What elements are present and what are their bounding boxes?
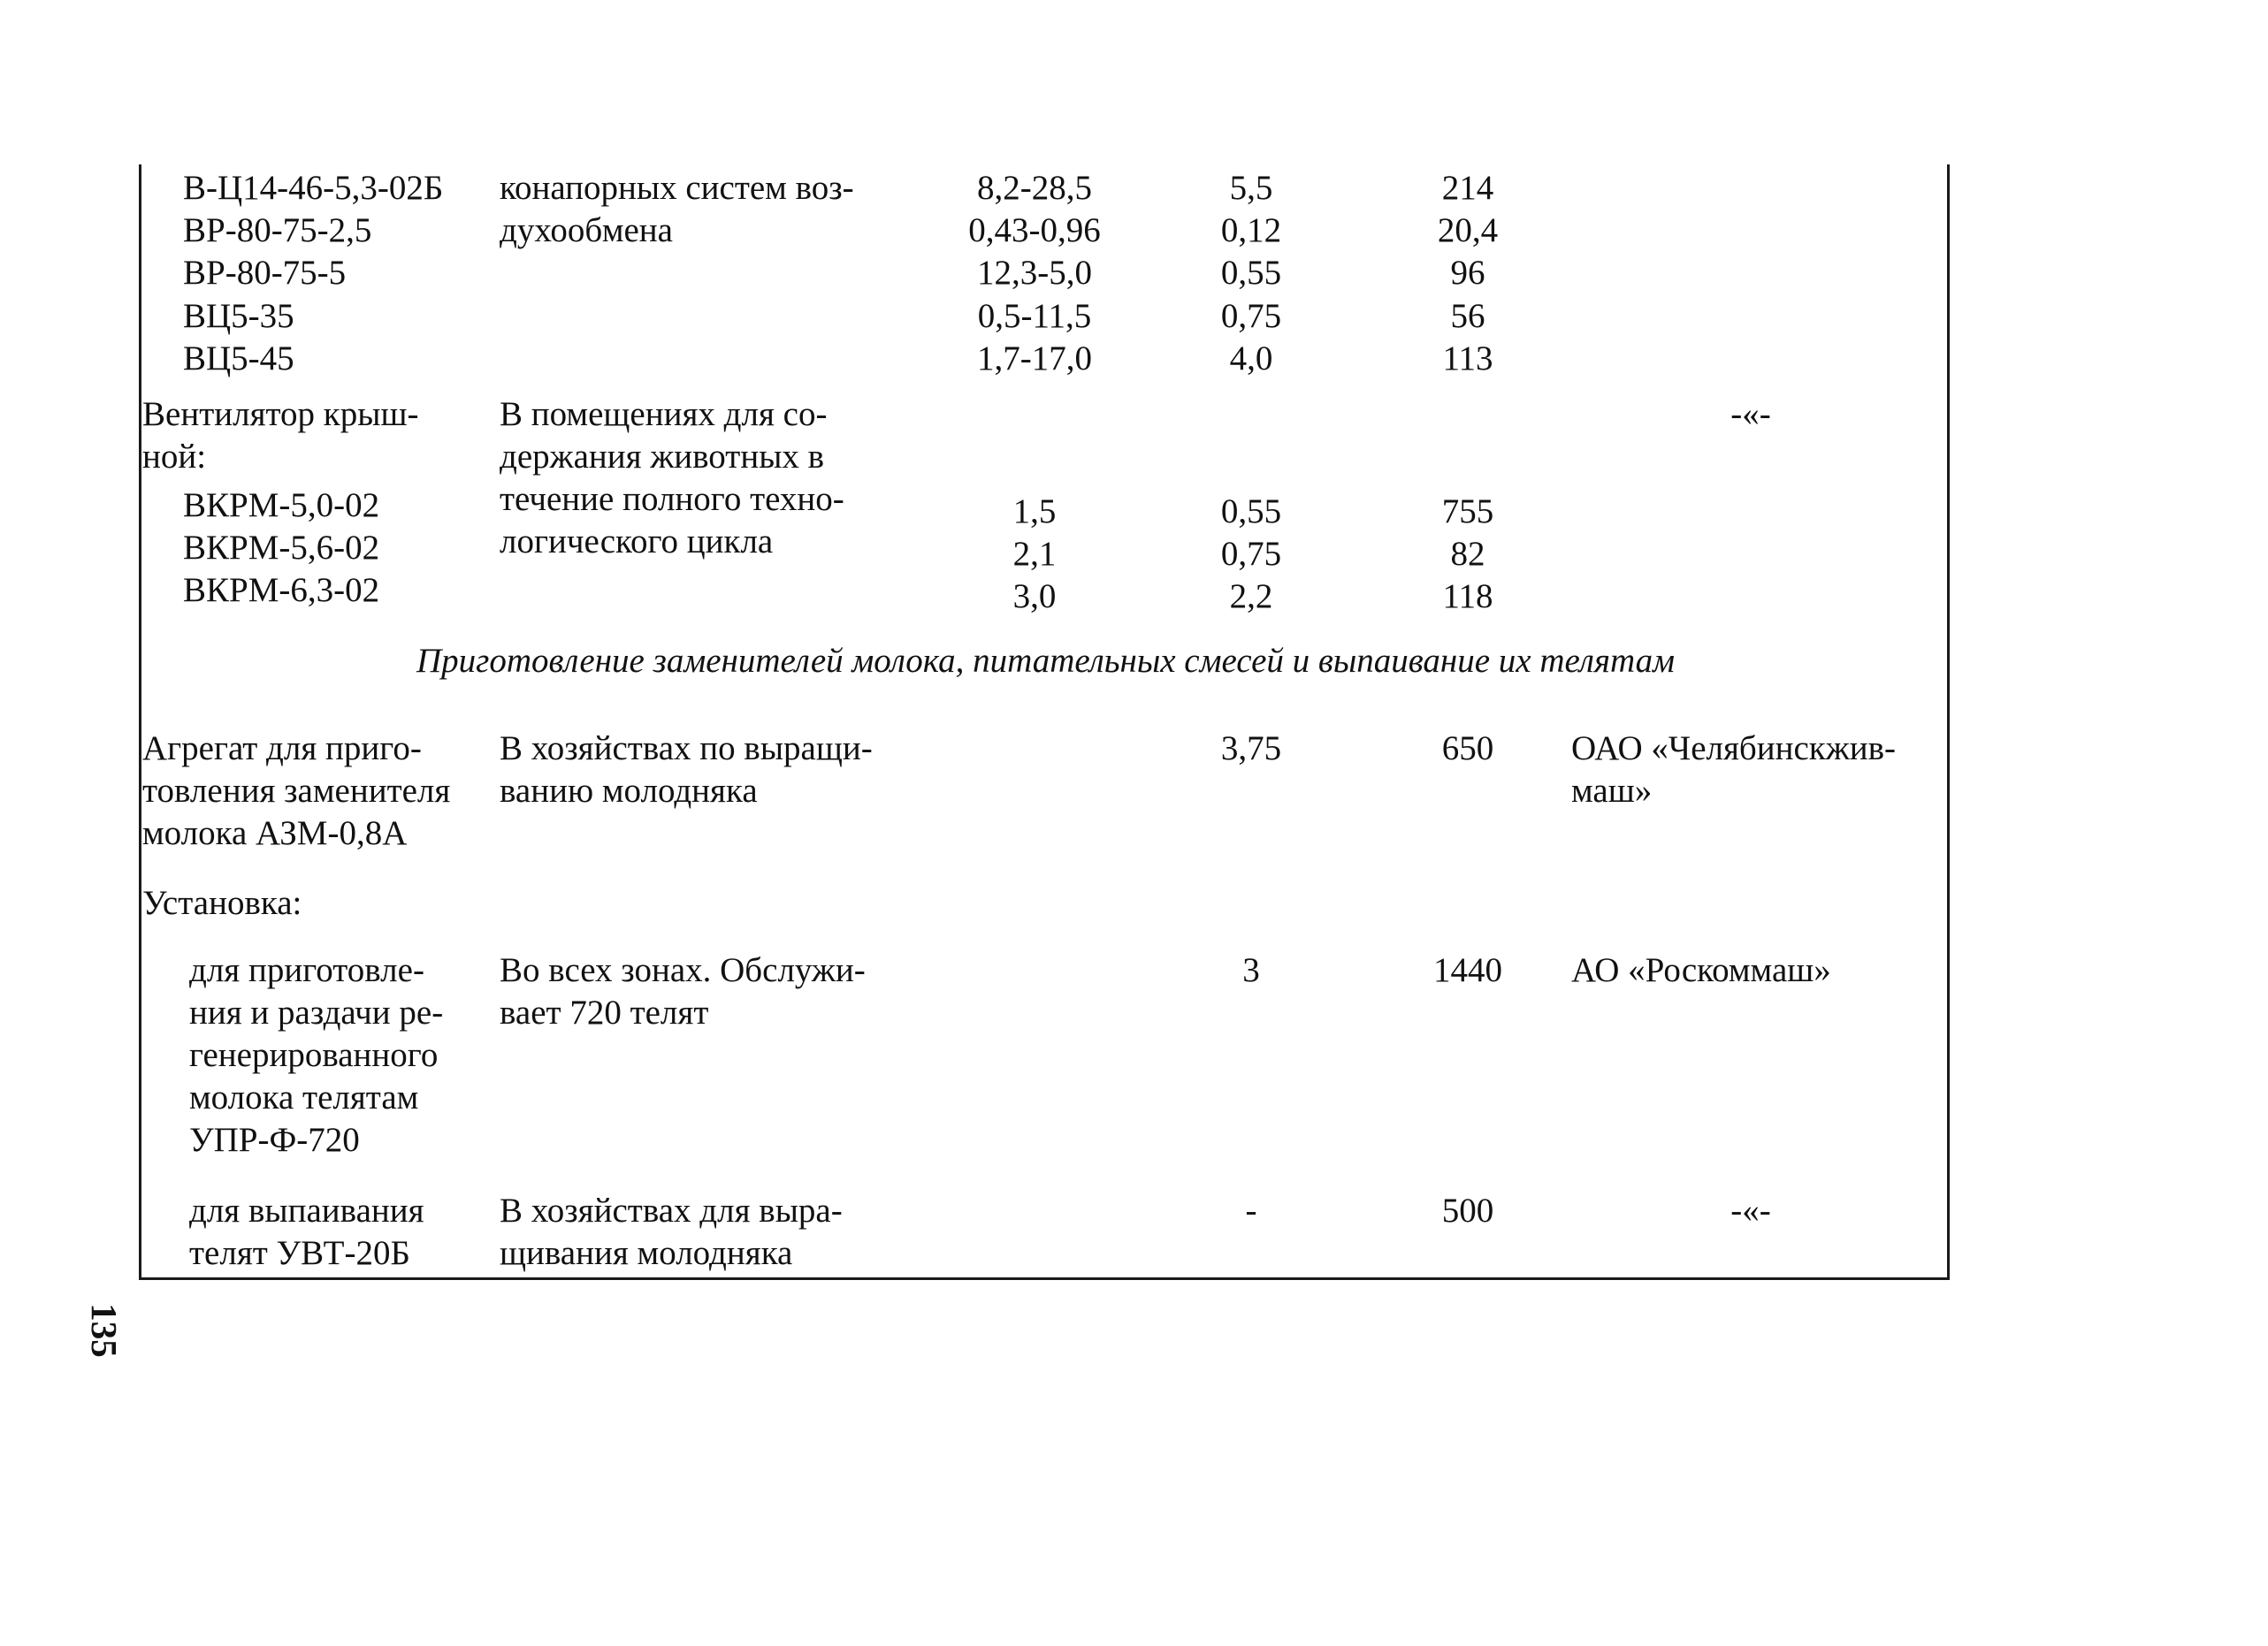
item-name: молока телятам	[189, 1078, 419, 1116]
item-name: Агрегат для приго-	[142, 729, 422, 767]
col4-value: 3	[1242, 951, 1260, 989]
usage-text: логического цикла	[500, 522, 774, 560]
col3-value: 8,2-28,5	[977, 169, 1092, 207]
col4-value: 0,55	[1220, 492, 1282, 530]
manufacturer: ОАО «Челябинскжив-	[1571, 729, 1896, 767]
model-name: ВР-80-75-2,5	[183, 211, 372, 249]
col3-value: 1,7-17,0	[977, 339, 1092, 377]
item-name: молока АЗМ-0,8А	[142, 814, 408, 852]
model-name: ВКРМ-5,0-02	[183, 486, 380, 524]
item-name: телят УВТ-20Б	[189, 1234, 410, 1272]
manufacturer-ditto: -«-	[1730, 395, 1771, 433]
usage-text: щивания молодняка	[500, 1234, 793, 1272]
usage-text: духообмена	[500, 211, 673, 249]
col4-value: 3,75	[1220, 729, 1282, 767]
model-name: В-Ц14-46-5,3-02Б	[183, 169, 444, 207]
installation-label: Установка:	[142, 884, 302, 922]
usage-text: В помещениях для со-	[500, 395, 828, 433]
col4-value: 4,0	[1229, 339, 1273, 377]
manufacturer-ditto: -«-	[1730, 1192, 1771, 1230]
model-name: ВКРМ-6,3-02	[183, 571, 380, 609]
col5-value: 56	[1450, 297, 1485, 335]
manufacturer: АО «Роскоммаш»	[1571, 951, 1831, 989]
col3-value: 1,5	[1012, 492, 1057, 530]
col4-value: -	[1245, 1192, 1257, 1230]
item-name: ния и раздачи ре-	[189, 994, 444, 1032]
col5-value: 20,4	[1437, 211, 1499, 249]
item-name: УПР-Ф-720	[189, 1121, 360, 1159]
section-title: Приготовление заменителей молока, питательных смесей и выпаивание их телятам	[416, 642, 1676, 680]
col5-value: 118	[1442, 577, 1493, 615]
manufacturer: маш»	[1571, 772, 1653, 810]
usage-text: В хозяйствах для выра-	[500, 1192, 843, 1230]
model-name: ВКРМ-5,6-02	[183, 529, 380, 567]
model-name: ВЦ5-35	[183, 297, 294, 335]
col4-value: 0,75	[1220, 297, 1282, 335]
usage-text: течение полного техно-	[500, 480, 844, 518]
item-name: для приготовле-	[189, 951, 424, 989]
page-number: 135	[84, 1303, 125, 1358]
item-name: ной:	[142, 438, 207, 476]
col5-value: 1440	[1433, 951, 1502, 989]
col5-value: 755	[1441, 492, 1494, 530]
item-name: генерированного	[189, 1036, 439, 1074]
model-name: ВЦ5-45	[183, 339, 294, 377]
usage-text: Во всех зонах. Обслужи-	[500, 951, 866, 989]
usage-text: конапорных систем воз-	[500, 169, 854, 207]
col4-value: 0,75	[1220, 535, 1282, 573]
col3-value: 0,43-0,96	[968, 211, 1101, 249]
usage-text: держания животных в	[500, 438, 825, 476]
col5-value: 82	[1450, 535, 1485, 573]
col4-value: 5,5	[1229, 169, 1273, 207]
usage-text: вает 720 телят	[500, 994, 709, 1032]
model-name: ВР-80-75-5	[183, 254, 347, 292]
col5-value: 96	[1450, 254, 1485, 292]
col3-value: 3,0	[1012, 577, 1057, 615]
col4-value: 2,2	[1229, 577, 1273, 615]
item-name: для выпаивания	[189, 1192, 424, 1230]
col3-value: 12,3-5,0	[977, 254, 1092, 292]
col4-value: 0,55	[1220, 254, 1282, 292]
col5-value: 113	[1442, 339, 1493, 377]
usage-text: ванию молодняка	[500, 772, 758, 810]
col3-value: 2,1	[1012, 535, 1057, 573]
item-name: Вентилятор крыш-	[142, 395, 419, 433]
col3-value: 0,5-11,5	[977, 297, 1092, 335]
item-name: товления заменителя	[142, 772, 451, 810]
col5-value: 650	[1441, 729, 1494, 767]
col5-value: 500	[1441, 1192, 1494, 1230]
col5-value: 214	[1441, 169, 1494, 207]
usage-text: В хозяйствах по выращи-	[500, 729, 873, 767]
col4-value: 0,12	[1220, 211, 1282, 249]
